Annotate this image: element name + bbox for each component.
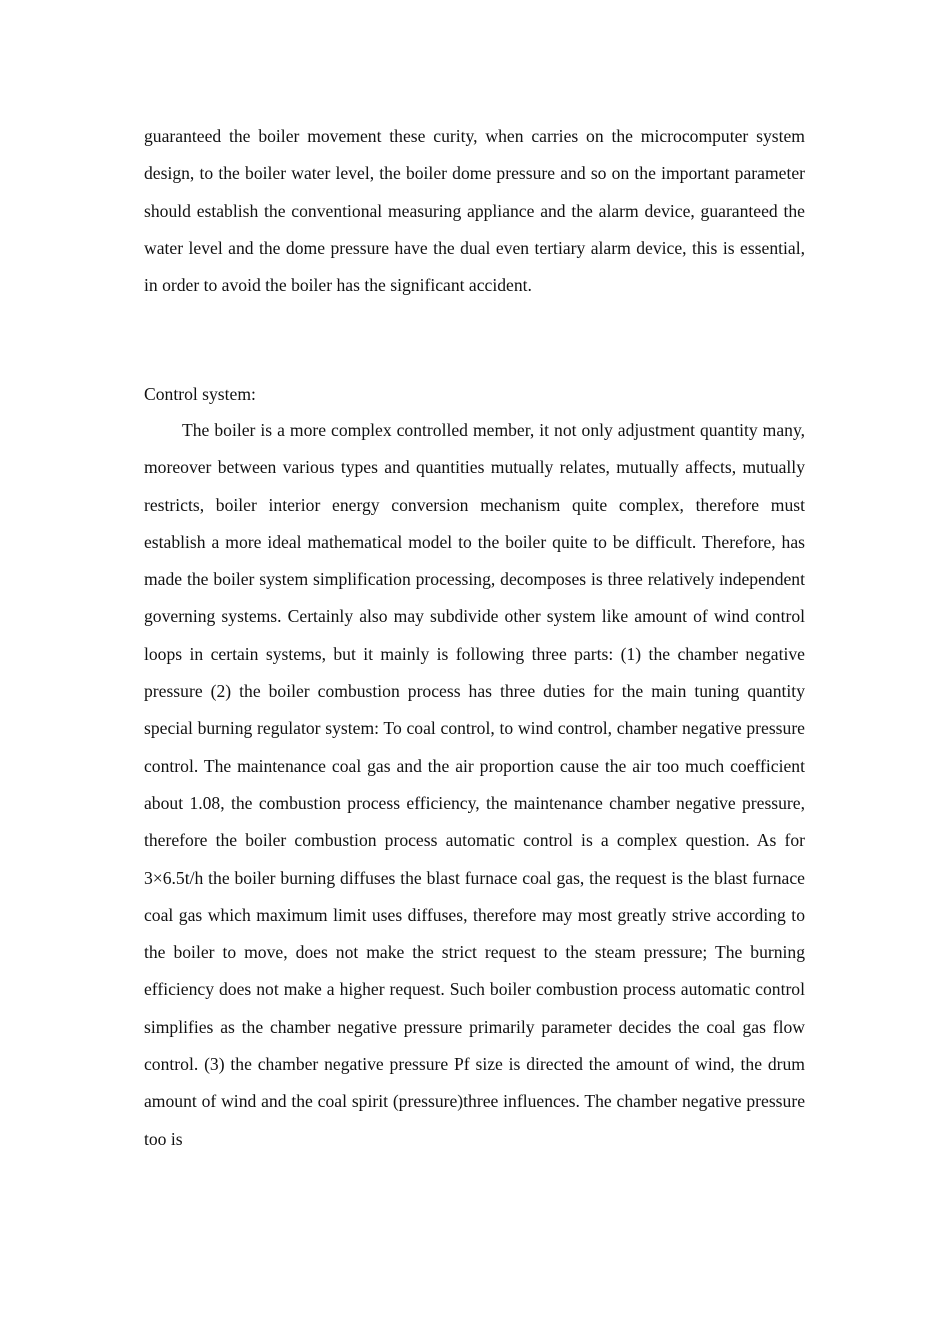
section-heading: Control system: xyxy=(144,384,256,404)
body-paragraph-1: guaranteed the boiler movement these curity, when carries on the microcomputer system design, to the boiler water level, the boiler dome pressure and so on the important parameter should establish the conventional measuring appliance and the alarm device, guaranteed the water level and the dome pressure have the dual even tertiary alarm device, this is essential, in order to avoid the boiler has the significant accident. xyxy=(144,126,805,296)
body-paragraph-2: The boiler is a more complex controlled member, it not only adjustment quantity many, moreover between various types and quantities mutually relates, mutually affects, mutually restricts, boiler interior energy conversion mechanism quite complex, therefore must establish a more ideal mathematical model to the boiler quite to be difficult. Therefore, has made the boiler system simplification processing, decomposes is three relatively independent governing systems. Certainly also may subdivide other system like amount of wind control loops in certain systems, but it mainly is following three parts: (1) the chamber negative pressure (2) the boiler combustion process has three duties for the main tuning quantity special burning regulator system: To coal control, to wind control, chamber negative pressure control. The maintenance coal gas and the air proportion cause the air too much coefficient about 1.08, the combustion process efficiency, the maintenance chamber negative pressure, therefore the boiler combustion process automatic control is a complex question. As for 3×6.5t/h the boiler burning diffuses the blast furnace coal gas, the request is the blast furnace coal gas which maximum limit uses diffuses, therefore may most greatly strive according to the boiler to move, does not make the strict request to the steam pressure; The burning efficiency does not make a higher request. Such boiler combustion process automatic control simplifies as the chamber negative pressure primarily parameter decides the coal gas flow control. (3) the chamber negative pressure Pf size is directed the amount of wind, the drum amount of wind and the coal spirit (pressure)three influences. The chamber negative pressure too is xyxy=(144,420,805,1149)
